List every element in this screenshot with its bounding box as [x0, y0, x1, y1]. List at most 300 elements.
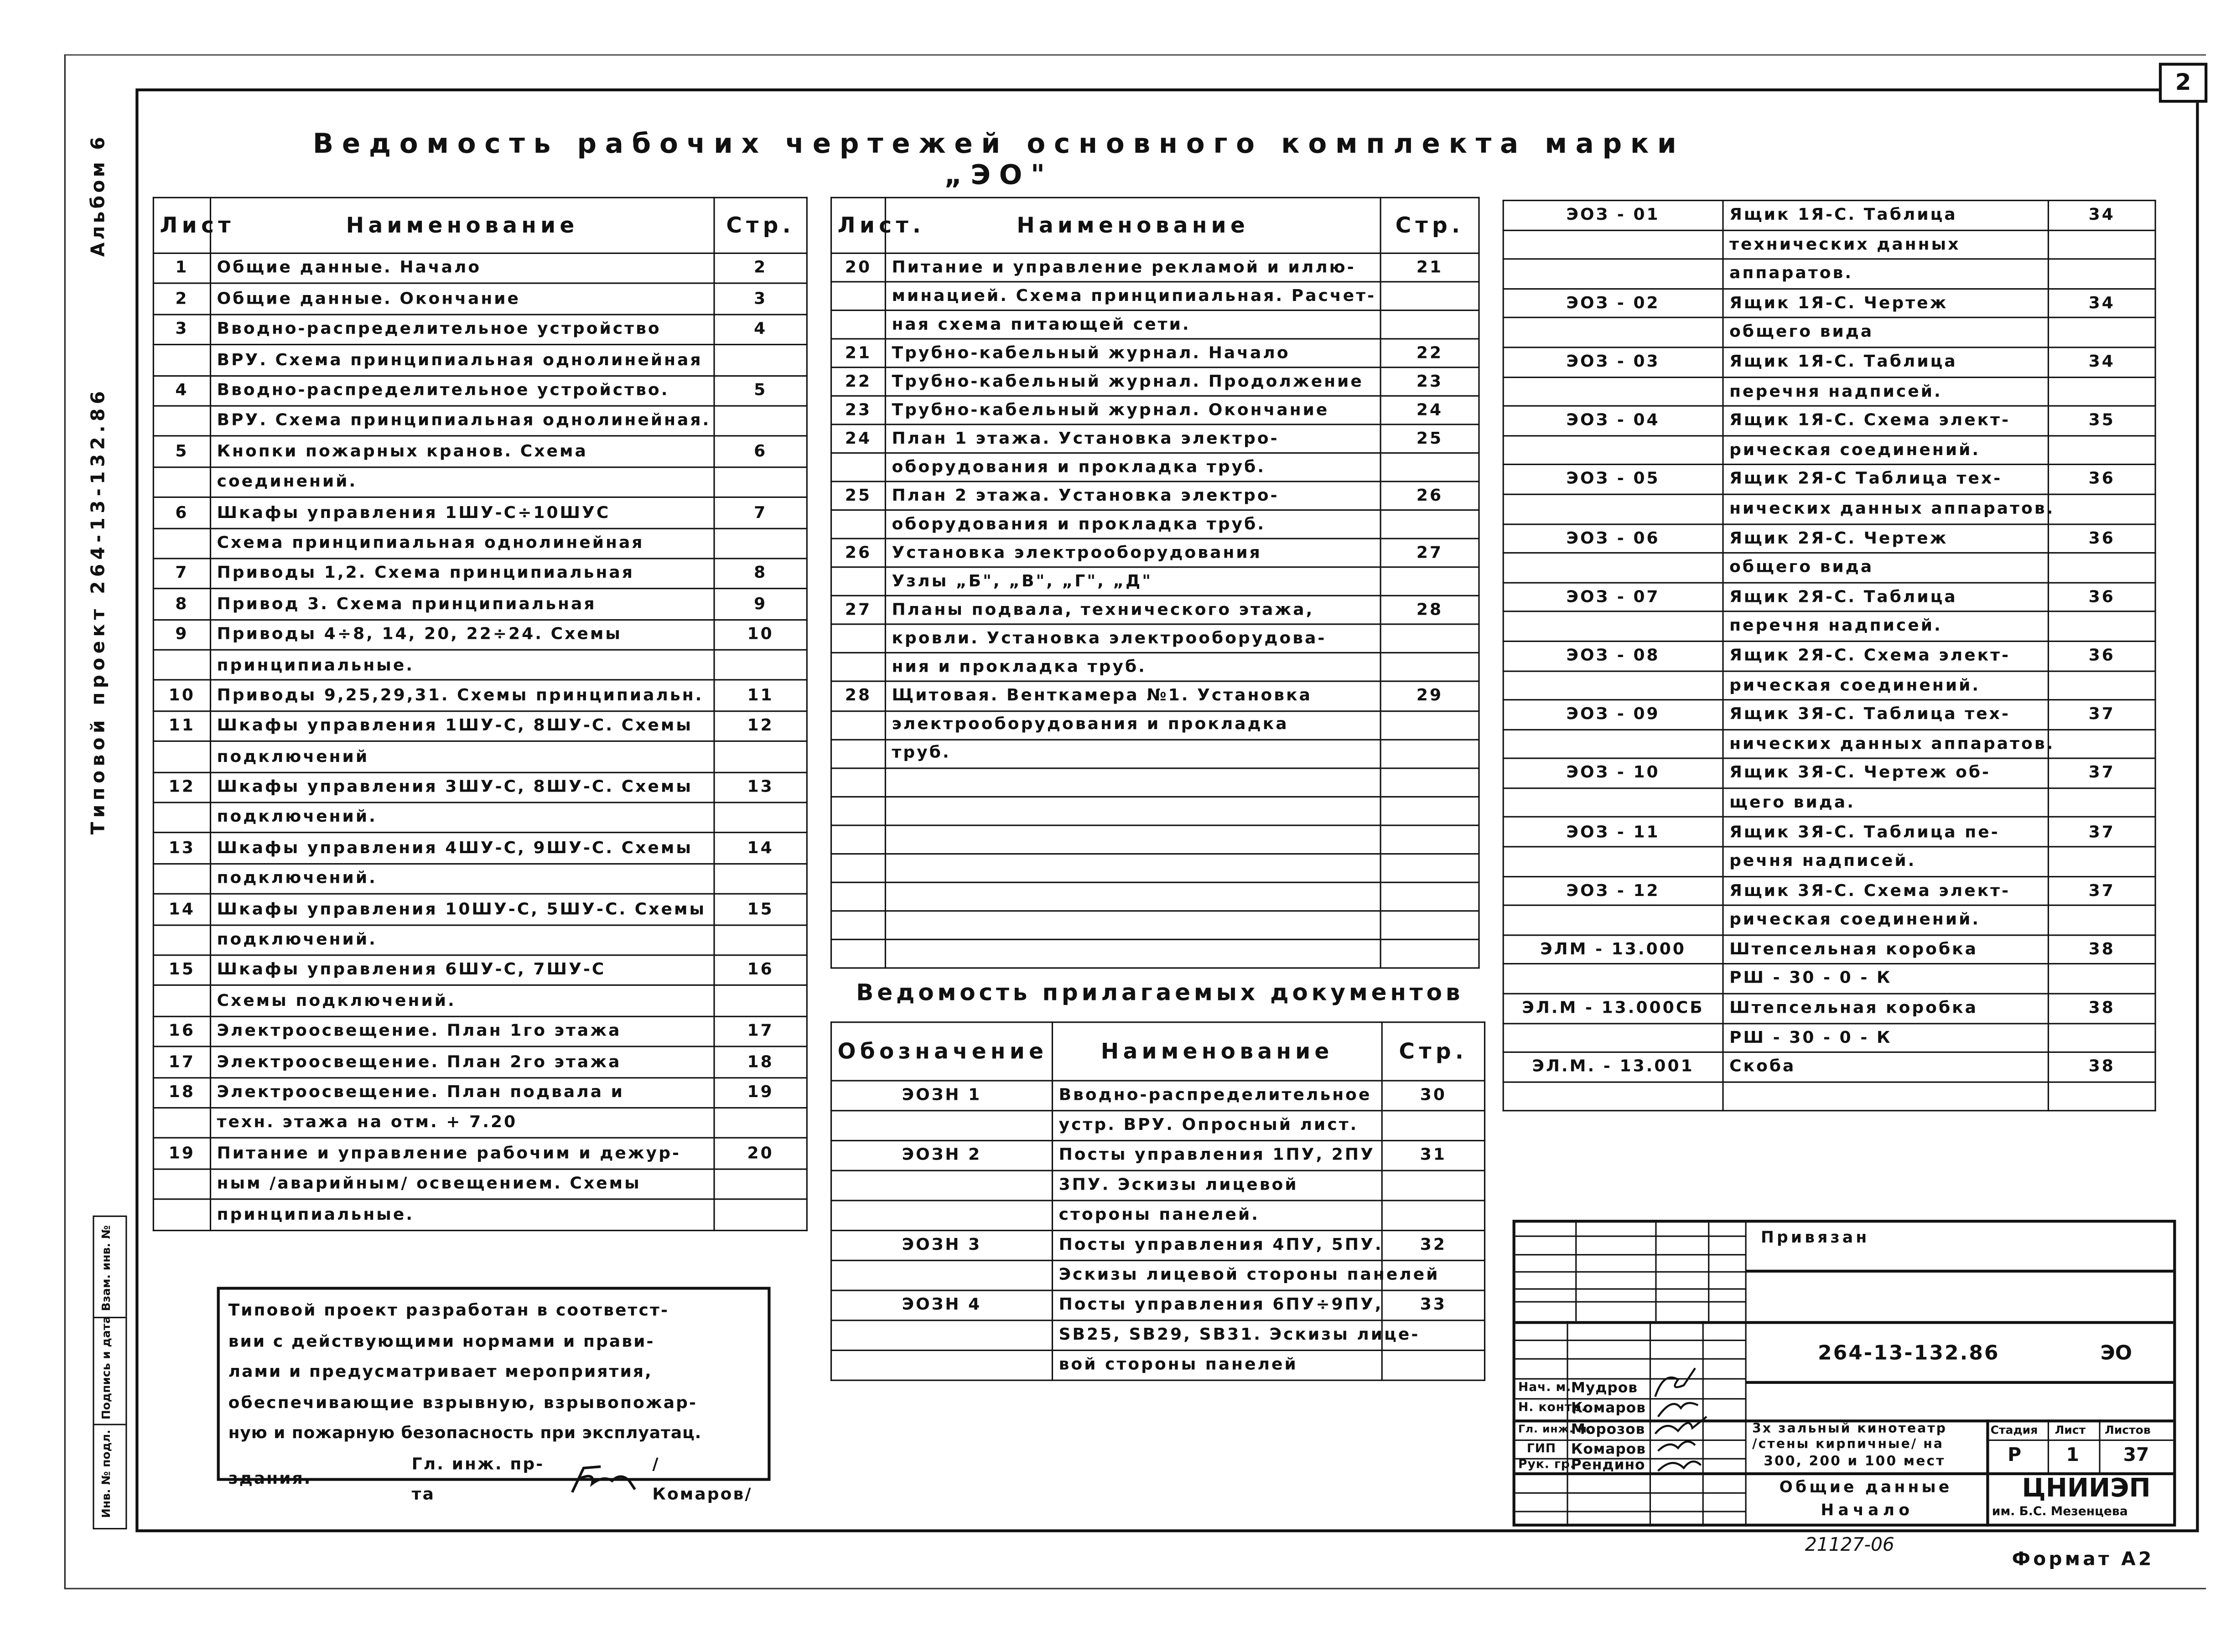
sheet-number-cell [153, 1199, 210, 1230]
designation-cell: ЭОЗН 1 [831, 1081, 1053, 1111]
staff-role: ГИП [1526, 1442, 1557, 1457]
name-cell: Ящик 1Я-С. Таблица [1723, 201, 2048, 230]
sheet-title-line: Начало [1821, 1501, 1914, 1520]
name-cell: РШ - 30 - 0 - К [1723, 964, 2048, 994]
name-cell: РШ - 30 - 0 - К [1723, 1023, 2048, 1052]
page-cell [1380, 625, 1479, 653]
name-cell: ВРУ. Схема принципиальная однолинейная. [210, 406, 714, 436]
sheet-number-cell [831, 625, 886, 653]
designation-cell: ЭОЗ - 02 [1503, 289, 1723, 318]
table-row [831, 1140, 1485, 1170]
name-cell: речня надписей. [1723, 847, 2048, 876]
page-cell: 7 [714, 497, 807, 528]
sheet-number-cell [831, 568, 886, 596]
sheet-number-cell: 3 [153, 314, 210, 345]
page-cell: 20 [714, 1138, 807, 1169]
staff-role: Нач. м. [1518, 1381, 1572, 1395]
designation-cell: ЭОЗ - 07 [1503, 582, 1723, 611]
table-row [1503, 759, 2155, 788]
sheet-number-cell [831, 882, 886, 911]
staff-role: Рук. гр. [1518, 1458, 1575, 1472]
page-cell: 31 [1382, 1140, 1484, 1170]
page-cell [1380, 282, 1479, 311]
name-cell: Шкафы управления 6ШУ-С, 7ШУ-С [210, 955, 714, 986]
table-row [831, 425, 1479, 453]
page-cell [2048, 230, 2155, 259]
margin-album-label: Альбом 6 [88, 134, 110, 257]
designation-cell: ЭЛМ - 13.000 [1503, 935, 1723, 964]
name-cell: стороны панелей. [1052, 1201, 1382, 1231]
name-cell: Питание и управление рекламой и иллю- [885, 253, 1380, 282]
name-cell: вой стороны панелей [1052, 1350, 1382, 1380]
sheet-number-cell [831, 854, 886, 882]
table-row [1503, 1023, 2155, 1052]
sheet-number: 2 [2159, 63, 2207, 103]
sheet-number-cell [153, 925, 210, 955]
note-line: лами и предусматривает мероприятия, [228, 1361, 653, 1381]
name-cell: Питание и управление рабочим и дежур- [210, 1138, 714, 1169]
name-cell: ния и прокладка труб. [885, 653, 1380, 682]
name-cell: перечня надписей. [1723, 377, 2048, 406]
designation-cell [1503, 788, 1723, 817]
name-cell: Ящик 3Я-С. Схема элект- [1723, 876, 2048, 906]
designation-cell [1503, 318, 1723, 347]
table-row [831, 510, 1479, 539]
page-cell: 34 [2048, 289, 2155, 318]
table-row [831, 1231, 1485, 1261]
sheets-label: Листов [2104, 1424, 2151, 1437]
designation-cell: ЭОЗН 2 [831, 1140, 1053, 1170]
name-cell: План 1 этажа. Установка электро- [885, 425, 1380, 453]
sheet-number-cell: 28 [831, 682, 886, 710]
table-row [153, 711, 807, 741]
name-cell: Щитовая. Венткамера №1. Установка [885, 682, 1380, 710]
name-cell: План 2 этажа. Установка электро- [885, 482, 1380, 511]
signature-icon [567, 1464, 653, 1495]
table-row [1503, 641, 2155, 670]
page-cell: 38 [2048, 935, 2155, 964]
signer-name: /Комаров/ [652, 1453, 752, 1504]
sheet-number-cell [831, 282, 886, 311]
page-cell: 36 [2048, 641, 2155, 670]
table-row [153, 253, 807, 284]
page-cell: 32 [1382, 1231, 1484, 1261]
page-cell: 30 [1382, 1081, 1484, 1111]
name-cell: ная схема питающей сети. [885, 311, 1380, 339]
page-cell [1382, 1111, 1484, 1141]
page-title: Ведомость рабочих чертежей основного комплекта марки „ЭО" [312, 128, 1685, 192]
page-cell [714, 345, 807, 375]
table-row [831, 1321, 1485, 1351]
project-line: /стены кирпичные/ на [1752, 1438, 1944, 1453]
page-cell [714, 1169, 807, 1199]
page-cell: 17 [714, 1016, 807, 1047]
designation-cell [831, 1321, 1053, 1351]
staff-role: Н. контр. [1518, 1401, 1587, 1415]
sheet-number-cell: 18 [153, 1077, 210, 1108]
table-row [153, 1077, 807, 1108]
table-row [153, 406, 807, 436]
name-cell: Общие данные. Окончание [210, 284, 714, 314]
table-row [1503, 612, 2155, 641]
note-signature-line [228, 1449, 759, 1510]
designation-cell: ЭОЗ - 05 [1503, 465, 1723, 494]
name-cell [1723, 1082, 2048, 1111]
table-row [1503, 201, 2155, 230]
column-header: Наименование [885, 197, 1380, 253]
sheet-number-cell: 14 [153, 894, 210, 925]
name-cell: перечня надписей. [1723, 612, 2048, 641]
page-cell: 13 [714, 772, 807, 803]
table-row [153, 345, 807, 375]
sheet-number-cell: 24 [831, 425, 886, 453]
name-cell: Ящик 3Я-С. Таблица пе- [1723, 818, 2048, 847]
table-row [153, 284, 807, 314]
sheet-number-cell: 25 [831, 482, 886, 511]
name-cell: Кнопки пожарных кранов. Схема [210, 436, 714, 467]
table-row [1503, 700, 2155, 729]
note-line: Типовой проект разработан в соответст- [228, 1300, 669, 1320]
sheet-number-cell: 21 [831, 339, 886, 368]
format-label: Формат А2 [2012, 1549, 2154, 1571]
signatures-icon [1650, 1365, 1735, 1476]
page-cell: 37 [2048, 759, 2155, 788]
name-cell: Ящик 3Я-С. Таблица тех- [1723, 700, 2048, 729]
name-cell: Установка электрооборудования [885, 539, 1380, 568]
page-cell [2048, 1023, 2155, 1052]
name-cell: Приводы 1,2. Схема принципиальная [210, 559, 714, 589]
drawings-table-2 [830, 197, 1480, 968]
designation-cell [1503, 377, 1723, 406]
page-cell: 14 [714, 833, 807, 864]
table-row [831, 253, 1479, 282]
table-row [153, 1199, 807, 1230]
page-cell: 26 [1380, 482, 1479, 511]
sheet-number-cell [831, 739, 886, 768]
page-cell: 4 [714, 314, 807, 345]
sheet-label: Лист [2055, 1424, 2086, 1437]
name-cell: Вводно-распределительное [1052, 1081, 1382, 1111]
designation-cell: ЭЛ.М - 13.000СБ [1503, 994, 1723, 1023]
name-cell: рическая соединений. [1723, 671, 2048, 700]
sheet-number-cell [831, 453, 886, 482]
staff-name: Комаров [1571, 1442, 1646, 1458]
name-cell: щего вида. [1723, 788, 2048, 817]
table-row [1503, 582, 2155, 611]
page-cell [2048, 847, 2155, 876]
sheet-number-cell [153, 345, 210, 375]
sheet-number-cell: 16 [153, 1016, 210, 1047]
table-row [153, 1138, 807, 1169]
table-row [153, 1016, 807, 1047]
table-row [1503, 553, 2155, 582]
name-cell: Шкафы управления 10ШУ-С, 5ШУ-С. Схемы [210, 894, 714, 925]
name-cell: принципиальные. [210, 650, 714, 680]
page-cell [2048, 671, 2155, 700]
page-cell: 36 [2048, 465, 2155, 494]
name-cell: Ящик 1Я-С. Чертеж [1723, 289, 2048, 318]
table-row [831, 767, 1479, 796]
sheet-number-cell: 4 [153, 375, 210, 406]
table-row [831, 311, 1479, 339]
table-row [831, 568, 1479, 596]
name-cell [885, 767, 1380, 796]
name-cell: Шкафы управления 1ШУ-С÷10ШУС [210, 497, 714, 528]
page-cell [714, 986, 807, 1016]
table-row [153, 619, 807, 650]
page-cell: 2 [714, 253, 807, 284]
table-row [831, 1260, 1485, 1290]
staff-name: Мудров [1571, 1381, 1638, 1397]
table-row [1503, 818, 2155, 847]
table-header-row [153, 197, 807, 253]
sheet-number-cell: 20 [831, 253, 886, 282]
sheet-number-cell: 8 [153, 589, 210, 620]
table-row [1503, 377, 2155, 406]
column-header: Лист [153, 197, 210, 253]
name-cell [885, 796, 1380, 825]
signer-role: Гл. инж. пр-та [411, 1453, 545, 1504]
page-cell: 34 [2048, 347, 2155, 377]
sheet-number-cell: 5 [153, 436, 210, 467]
sheet-number-cell [153, 1169, 210, 1199]
table-row [831, 596, 1479, 625]
name-cell: Электроосвещение. План подвала и [210, 1077, 714, 1108]
name-cell: Шкафы управления 3ШУ-С, 8ШУ-С. Схемы [210, 772, 714, 803]
designation-cell: ЭОЗ - 09 [1503, 700, 1723, 729]
designation-cell [1503, 671, 1723, 700]
page-cell [2048, 964, 2155, 994]
name-cell: Посты управления 6ПУ÷9ПУ, [1052, 1290, 1382, 1321]
name-cell: Ящик 2Я-С. Таблица [1723, 582, 2048, 611]
name-cell: Электроосвещение. План 1го этажа [210, 1016, 714, 1047]
name-cell: техн. этажа на отм. + 7.20 [210, 1108, 714, 1138]
name-cell: Ящик 1Я-С. Таблица [1723, 347, 2048, 377]
page-cell: 37 [2048, 700, 2155, 729]
table-row [831, 939, 1479, 968]
name-cell [885, 854, 1380, 882]
table-row [831, 653, 1479, 682]
name-cell: Штепсельная коробка [1723, 935, 2048, 964]
name-cell: общего вида [1723, 553, 2048, 582]
table-row [1503, 347, 2155, 377]
sheet-number-cell [831, 911, 886, 939]
table-row [831, 1201, 1485, 1231]
name-cell [885, 882, 1380, 911]
designation-cell [1503, 435, 1723, 465]
table-row [153, 436, 807, 467]
designation-cell [1503, 259, 1723, 288]
page-cell [714, 650, 807, 680]
sheet-number-cell [153, 986, 210, 1016]
page-cell [714, 1108, 807, 1138]
name-cell: Узлы „Б", „В", „Г", „Д" [885, 568, 1380, 596]
page-cell [714, 925, 807, 955]
sheet-number-cell: 7 [153, 559, 210, 589]
designation-cell [1503, 612, 1723, 641]
table-row [1503, 994, 2155, 1023]
table-row [153, 986, 807, 1016]
sheet-number-cell: 17 [153, 1046, 210, 1077]
name-cell: Штепсельная коробка [1723, 994, 2048, 1023]
page-cell: 28 [1380, 596, 1479, 625]
page-cell [1380, 911, 1479, 939]
sheet-number-cell: 19 [153, 1138, 210, 1169]
table-row [153, 833, 807, 864]
page-cell: 37 [2048, 876, 2155, 906]
sheet-number-cell [153, 741, 210, 772]
sheet-number-cell [831, 767, 886, 796]
sheet-number-cell [153, 1108, 210, 1138]
sheet-number-cell [831, 653, 886, 682]
name-cell: кровли. Установка электрооборудова- [885, 625, 1380, 653]
sheet-title-line: Общие данные [1779, 1478, 1952, 1497]
page-cell: 37 [2048, 818, 2155, 847]
table-row [831, 625, 1479, 653]
name-cell: 3ПУ. Эскизы лицевой [1052, 1170, 1382, 1201]
name-cell: Вводно-распределительное устройство. [210, 375, 714, 406]
sheet-number-cell: 12 [153, 772, 210, 803]
name-cell: Ящик 2Я-С Таблица тех- [1723, 465, 2048, 494]
page-cell: 29 [1380, 682, 1479, 710]
page-cell: 36 [2048, 523, 2155, 553]
page-cell: 12 [714, 711, 807, 741]
name-cell: SB25, SB29, SB31. Эскизы лице- [1052, 1321, 1382, 1351]
sheet-number-cell: 1 [153, 253, 210, 284]
table-row [1503, 1082, 2155, 1111]
inventory-number: 21127-06 [1805, 1535, 1894, 1557]
table-row [153, 864, 807, 894]
name-cell: подключений. [210, 925, 714, 955]
strip-label: Взам. инв. № [100, 1225, 113, 1311]
page-cell [2048, 494, 2155, 523]
designation-cell: ЭЛ.М. - 13.001 [1503, 1052, 1723, 1082]
designation-cell [1503, 1082, 1723, 1111]
drawings-table-1 [153, 197, 808, 1231]
table-row [153, 741, 807, 772]
table-row [153, 375, 807, 406]
page-cell: 9 [714, 589, 807, 620]
strip-label: Подпись и дата [100, 1315, 113, 1420]
page-cell: 35 [2048, 406, 2155, 435]
organization-name: ЦНИИЭП [2022, 1474, 2151, 1504]
table-row [831, 796, 1479, 825]
table-row [831, 911, 1479, 939]
name-cell: электрооборудования и прокладка [885, 710, 1380, 739]
sheet-number-cell [153, 528, 210, 559]
page-cell [1380, 311, 1479, 339]
strip-cell [94, 1424, 126, 1524]
designation-cell [831, 1201, 1053, 1231]
table-row [1503, 964, 2155, 994]
page-cell: 34 [2048, 201, 2155, 230]
page-cell [1380, 739, 1479, 768]
sheet-number-cell: 2 [153, 284, 210, 314]
sheet-number-cell: 11 [153, 711, 210, 741]
table-row [153, 680, 807, 711]
sheet-number-cell [831, 796, 886, 825]
sheet-number-cell: 22 [831, 368, 886, 396]
page-cell: 3 [714, 284, 807, 314]
table-row [831, 854, 1479, 882]
table-row [1503, 406, 2155, 435]
name-cell: Ящик 1Я-С. Схема элект- [1723, 406, 2048, 435]
name-cell: Трубно-кабельный журнал. Начало [885, 339, 1380, 368]
name-cell: Вводно-распределительное устройство [210, 314, 714, 345]
name-cell: Приводы 9,25,29,31. Схемы принципиальн. [210, 680, 714, 711]
page-cell [714, 741, 807, 772]
sheet-value: 1 [2066, 1445, 2079, 1467]
designation-cell: ЭОЗ - 12 [1503, 876, 1723, 906]
name-cell: устр. ВРУ. Опросный лист. [1052, 1111, 1382, 1141]
strip-label: Инв. № подл. [100, 1429, 113, 1518]
name-cell: Планы подвала, технического этажа, [885, 596, 1380, 625]
sheet-number-cell: 13 [153, 833, 210, 864]
table-row [153, 925, 807, 955]
name-cell: Шкафы управления 4ШУ-С, 9ШУ-С. Схемы [210, 833, 714, 864]
table-row [1503, 847, 2155, 876]
designation-cell [1503, 494, 1723, 523]
table-header-row [831, 1022, 1485, 1081]
page-cell [1380, 825, 1479, 854]
page-cell: 27 [1380, 539, 1479, 568]
name-cell: нических данных аппаратов. [1723, 729, 2048, 758]
page-cell: 23 [1380, 368, 1479, 396]
page-cell: 38 [2048, 1052, 2155, 1082]
page-cell: 24 [1380, 396, 1479, 425]
designation-cell [1503, 964, 1723, 994]
page-cell [1382, 1201, 1484, 1231]
organization-subtitle: им. Б.С. Мезенцева [1992, 1505, 2128, 1520]
page-cell: 22 [1380, 339, 1479, 368]
page-cell [1380, 796, 1479, 825]
name-cell: соединений. [210, 467, 714, 497]
table-row [153, 589, 807, 620]
sheet-number-cell: 6 [153, 497, 210, 528]
page-cell: 6 [714, 436, 807, 467]
table-row [831, 453, 1479, 482]
table-header-row [831, 197, 1479, 253]
note-line: здания. [228, 1468, 312, 1489]
table-row [831, 482, 1479, 511]
designation-cell [1503, 729, 1723, 758]
page-cell [1382, 1350, 1484, 1380]
name-cell: подключений. [210, 803, 714, 833]
column-header: Стр. [1380, 197, 1479, 253]
sheet-number-cell [153, 406, 210, 436]
sheet-number-cell [831, 510, 886, 539]
project-line: 300, 200 и 100 мест [1764, 1454, 1946, 1470]
sheet-number-cell [153, 650, 210, 680]
page-cell [1380, 453, 1479, 482]
designation-cell [831, 1170, 1053, 1201]
page-cell [714, 1199, 807, 1230]
sheet-number-cell [831, 939, 886, 968]
designation-cell [1503, 553, 1723, 582]
page-cell [1380, 882, 1479, 911]
name-cell: нических данных аппаратов. [1723, 494, 2048, 523]
sheet-number-cell [153, 467, 210, 497]
table-row [153, 467, 807, 497]
page-cell [2048, 788, 2155, 817]
page-cell [1380, 568, 1479, 596]
table-row [153, 497, 807, 528]
column-header: Стр. [1382, 1022, 1484, 1081]
approval-strip [93, 1216, 127, 1529]
staff-name: Морозов [1571, 1422, 1645, 1438]
designation-cell: ЭОЗН 4 [831, 1290, 1053, 1321]
name-cell: Приводы 4÷8, 14, 20, 22÷24. Схемы [210, 619, 714, 650]
